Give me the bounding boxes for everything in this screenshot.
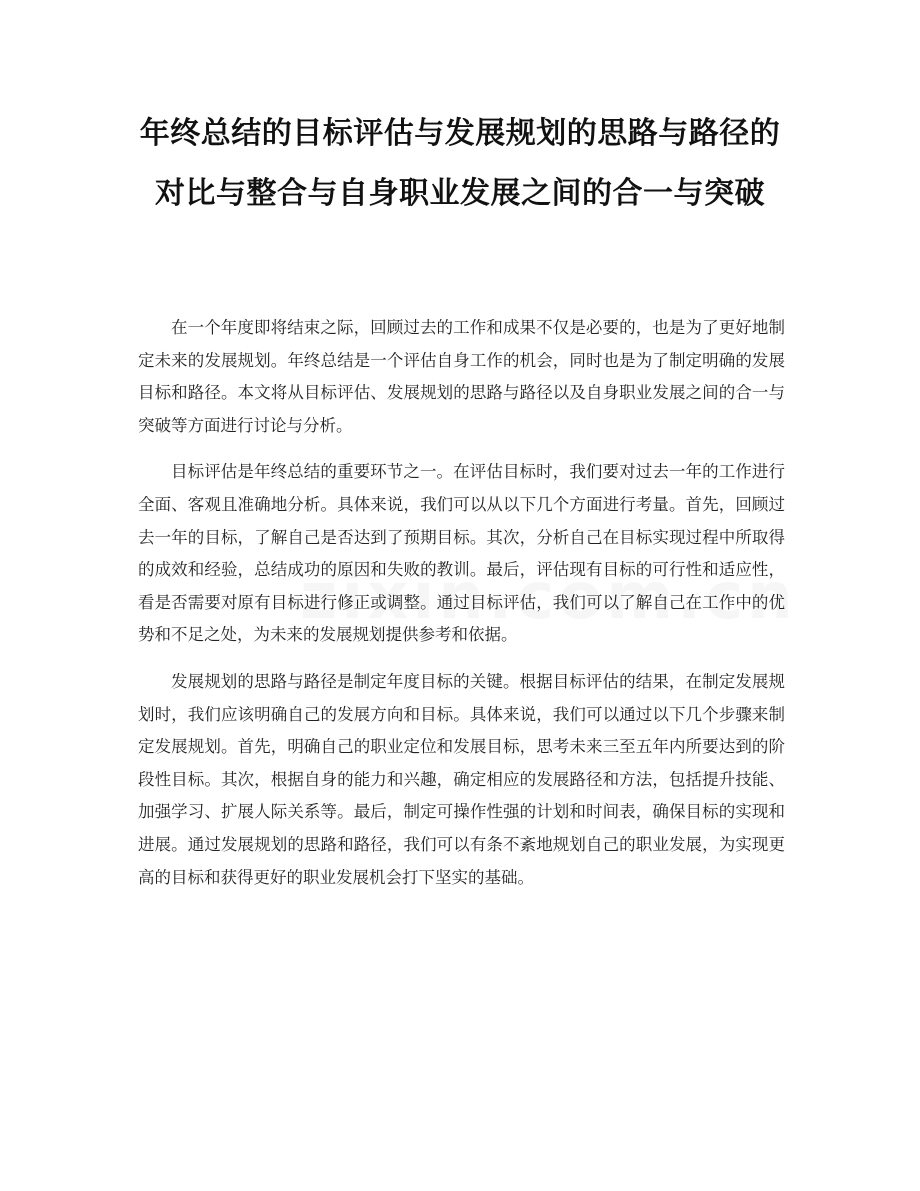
paragraph-intro: 在一个年度即将结束之际，回顾过去的工作和成果不仅是必要的，也是为了更好地制定未来的发展规划。年终总结是一个评估自身工作的机会，同时也是为了制定明确的发展目标和路径。本文将从目标评估、发展规划的思路与路径以及自身职业发展之间的合一与突破等方面进行讨论与分析。	[138, 318, 785, 435]
document-body	[138, 312, 785, 908]
paragraph-goal-evaluation: 目标评估是年终总结的重要环节之一。在评估目标时，我们要对过去一年的工作进行全面、客观且准确地分析。具体来说，我们可以从以下几个方面进行考量。首先，回顾过去一年的目标，了解自己是否达到了预期目标。其次，分析自己在目标实现过程中所取得的成效和经验，总结成功的原因和失败的教训。最后，评估现有目标的可行性和适应性，看是否需要对原有目标进行修正或调整。通过目标评估，我们可以了解自己在工作中的优势和不足之处，为未来的发展规划提供参考和依据。	[138, 462, 785, 645]
document-title: 年终总结的目标评估与发展规划的思路与路径的对比与整合与自身职业发展之间的合一与突破	[139, 116, 781, 211]
paragraph-development-plan: 发展规划的思路与路径是制定年度目标的关键。根据目标评估的结果，在制定发展规划时，我们应该明确自己的发展方向和目标。具体来说，我们可以通过以下几个步骤来制定发展规划。首先，明确自己的职业定位和发展目标，思考未来三至五年内所要达到的阶段性目标。其次，根据自身的能力和兴趣，确定相应的发展路径和方法，包括提升技能、加强学习、扩展人际关系等。最后，制定可操作性强的计划和时间表，确保目标的实现和进展。通过发展规划的思路和路径，我们可以有条不紊地规划自己的职业发展，为实现更高的目标和获得更好的职业发展机会打下坚实的基础。	[138, 671, 785, 887]
